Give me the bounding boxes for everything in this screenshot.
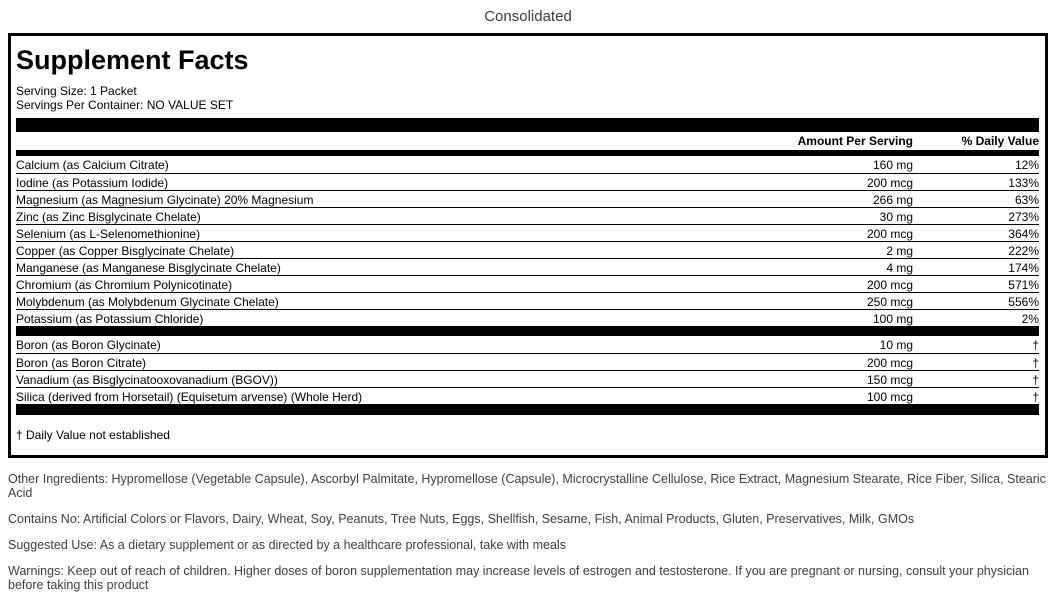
divider-bar-section (16, 326, 1039, 336)
table-header-row (16, 132, 1039, 150)
nutrient-row (16, 309, 1039, 326)
secondary-nutrient-rows (16, 336, 1039, 404)
nutrient-name: Molybdenum (as Molybdenum Glycinate Chelate) (16, 294, 279, 309)
nutrient-name: Potassium (as Potassium Chloride) (16, 311, 204, 326)
column-header-amount-per-serving: Amount Per Serving (797, 134, 913, 148)
nutrient-amount: 200 mcg (866, 175, 913, 190)
nutrient-row (16, 336, 1039, 353)
contains-no-text: Contains No: Artificial Colors or Flavors, Dairy, Wheat, Soy, Peanuts, Tree Nuts, Eggs, Shellfish, Sesame, Fish, Animal Products, Gluten, Preservatives, Milk, GMOs (8, 512, 915, 526)
supplement-facts-panel (8, 33, 1048, 458)
nutrient-amount: 150 mcg (866, 372, 913, 387)
nutrient-daily-value: † (1032, 389, 1039, 404)
nutrient-amount: 2 mg (886, 243, 913, 258)
nutrient-daily-value: 273% (1008, 209, 1039, 224)
nutrient-row (16, 156, 1039, 173)
nutrient-name: Iodine (as Potassium Iodide) (16, 175, 169, 190)
nutrient-name: Copper (as Copper Bisglycinate Chelate) (16, 243, 235, 258)
nutrient-amount: 250 mcg (866, 294, 913, 309)
nutrient-row (16, 275, 1039, 292)
nutrient-name: Boron (as Boron Citrate) (16, 355, 147, 370)
suggested-use-text: Suggested Use: As a dietary supplement or as directed by a healthcare professional, take with meals (8, 538, 566, 552)
page-title: Consolidated (484, 8, 572, 25)
divider-bar-thick (16, 118, 1039, 132)
nutrient-name: Zinc (as Zinc Bisglycinate Chelate) (16, 209, 201, 224)
nutrient-amount: 266 mg (872, 192, 913, 207)
nutrient-name: Selenium (as L-Selenomethionine) (16, 226, 201, 241)
nutrient-daily-value: 556% (1008, 294, 1039, 309)
column-header-daily-value: % Daily Value (961, 134, 1039, 148)
nutrient-daily-value: † (1032, 372, 1039, 387)
daily-value-footnote: † Daily Value not established (16, 428, 170, 442)
nutrient-daily-value: 571% (1008, 277, 1039, 292)
nutrient-amount: 100 mcg (866, 389, 913, 404)
nutrient-row (16, 258, 1039, 275)
nutrient-daily-value: 12% (1014, 158, 1039, 172)
product-details-section (8, 472, 1048, 592)
nutrient-daily-value: 63% (1014, 192, 1039, 207)
nutrient-amount: 30 mg (879, 209, 913, 224)
nutrient-row (16, 353, 1039, 370)
nutrient-row (16, 292, 1039, 309)
nutrient-name: Chromium (as Chromium Polynicotinate) (16, 277, 233, 292)
nutrient-name: Vanadium (as Bisglycinatooxovanadium (BGOV)) (16, 372, 278, 387)
nutrient-row (16, 173, 1039, 190)
nutrient-name: Silica (derived from Horsetail) (Equisetum arvense) (Whole Herd) (16, 389, 363, 404)
nutrient-name: Calcium (as Calcium Citrate) (16, 158, 169, 172)
nutrient-row (16, 370, 1039, 387)
nutrient-daily-value: 2% (1021, 311, 1039, 326)
serving-size-text: Serving Size: 1 Packet (16, 84, 137, 98)
nutrient-amount: 200 mcg (866, 226, 913, 241)
nutrient-row (16, 241, 1039, 258)
nutrient-daily-value: 364% (1008, 226, 1039, 241)
warnings-text: Warnings: Keep out of reach of children. Higher doses of boron supplementation may increase levels of estrogen and testosterone. If you are pregnant or nursing, consult your physician before taking this product (8, 564, 1029, 592)
nutrient-row (16, 387, 1039, 404)
nutrient-amount: 160 mg (872, 158, 913, 172)
other-ingredients-text: Other Ingredients: Hypromellose (Vegetable Capsule), Ascorbyl Palmitate, Hypromellose (Capsule), Microcrystalline Cellulose, Rice Extract, Magnesium Stearate, Rice Fiber, Silica, Stearic Acid (8, 472, 1046, 500)
nutrient-amount: 200 mcg (866, 277, 913, 292)
nutrient-daily-value: 174% (1008, 260, 1039, 275)
nutrient-daily-value: † (1032, 338, 1039, 352)
nutrient-amount: 100 mg (872, 311, 913, 326)
nutrient-row (16, 190, 1039, 207)
divider-bar-bottom (16, 404, 1039, 415)
nutrient-rows (16, 156, 1039, 326)
nutrient-name: Boron (as Boron Glycinate) (16, 338, 161, 352)
nutrient-name: Manganese (as Manganese Bisglycinate Chelate) (16, 260, 281, 275)
servings-per-container-text: Servings Per Container: NO VALUE SET (16, 98, 234, 112)
nutrient-amount: 200 mcg (866, 355, 913, 370)
nutrient-daily-value: † (1032, 355, 1039, 370)
nutrient-amount: 4 mg (886, 260, 913, 275)
nutrient-row (16, 207, 1039, 224)
nutrient-row (16, 224, 1039, 241)
nutrient-daily-value: 133% (1008, 175, 1039, 190)
nutrient-daily-value: 222% (1008, 243, 1039, 258)
nutrient-amount: 10 mg (879, 338, 913, 352)
nutrient-name: Magnesium (as Magnesium Glycinate) 20% Magnesium (16, 192, 314, 207)
supplement-facts-heading: Supplement Facts (16, 45, 249, 75)
